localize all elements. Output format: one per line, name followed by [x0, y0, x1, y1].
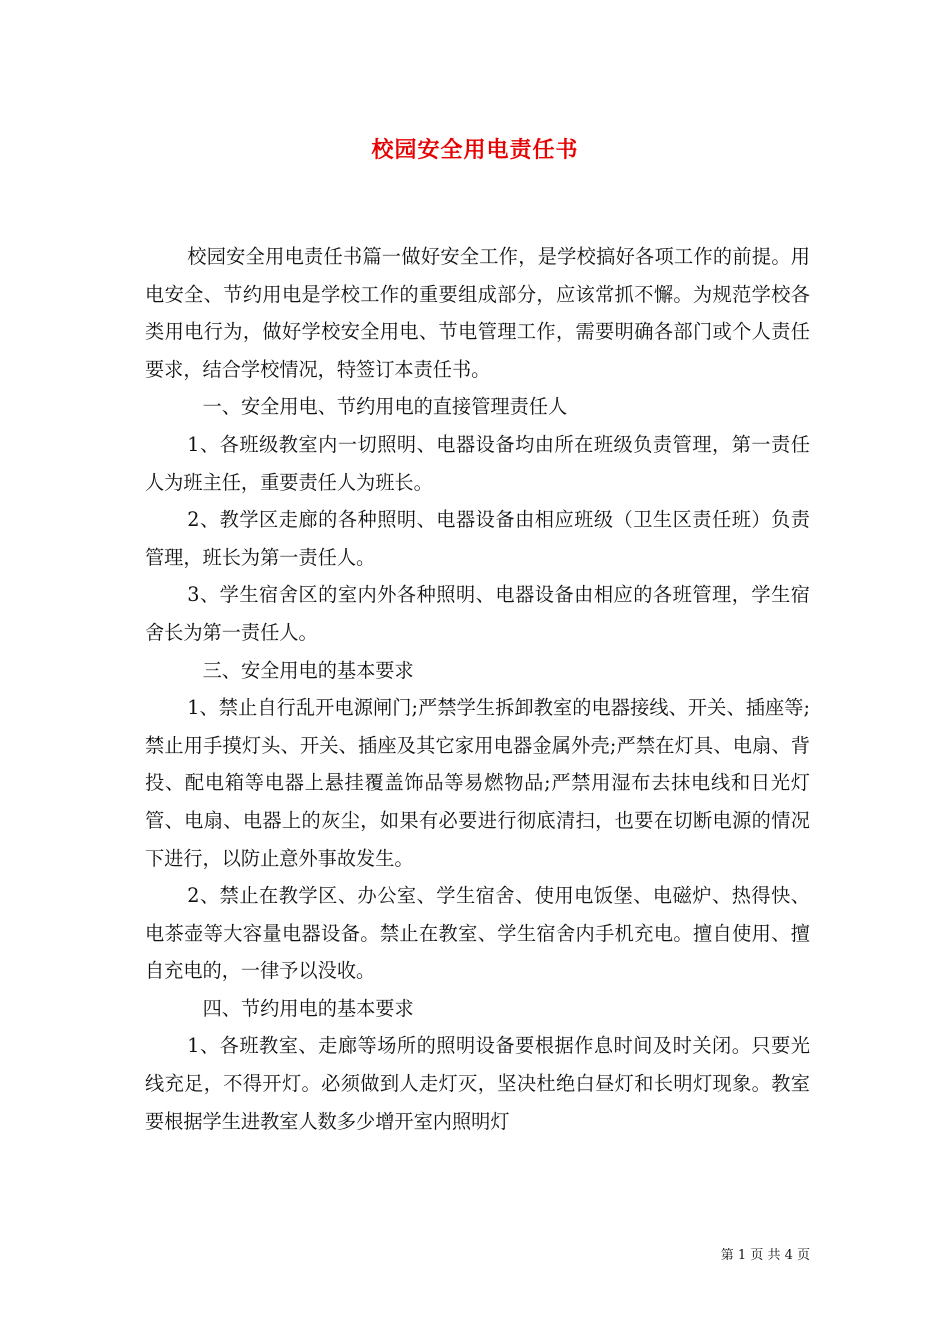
section-heading-safety-requirements: 三、安全用电的基本要求 [202, 658, 414, 682]
section-heading-responsible-persons: 一、安全用电、节约用电的直接管理责任人 [202, 395, 568, 419]
clause-classroom: 1、各班级教室内一切照明、电器设备均由所在班级负责管理，第一责任人为班主任，重要责任人为班长。 [145, 432, 810, 494]
document-body [145, 238, 810, 1140]
clause-safety-prohibitions: 1、禁止自行乱开电源闸门;严禁学生拆卸教室的电器接线、开关、插座等;禁止用手摸灯头、开关、插座及其它家用电器金属外壳;严禁在灯具、电扇、背投、配电箱等电器上悬挂覆盖饰品等易燃物品;严禁用湿布去抹电线和日光灯管、电扇、电器上的灰尘，如果有必要进行彻底清扫，也要在切断电源的情况下进行，以防止意外事故发生。 [145, 696, 810, 870]
clause-dormitory: 3、学生宿舍区的室内外各种照明、电器设备由相应的各班管理，学生宿舍长为第一责任人。 [145, 583, 810, 644]
page-number: 第 1 页 共 4 页 [720, 1248, 810, 1263]
clause-lighting: 1、各班教室、走廊等场所的照明设备要根据作息时间及时关闭。只要光线充足，不得开灯。必须做到人走灯灭，坚决杜绝白昼灯和长明灯现象。教室要根据学生进教室人数多少增开室内照明灯 [145, 1034, 810, 1133]
intro-paragraph: 校园安全用电责任书篇一做好安全工作，是学校搞好各项工作的前提。用电安全、节约用电是学校工作的重要组成部分，应该常抓不懈。为规范学校各类用电行为，做好学校安全用电、节电管理工作，需要明确各部门或个人责任要求，结合学校情况，特签订本责任书。 [145, 245, 810, 381]
clause-high-power-appliances: 2、禁止在教学区、办公室、学生宿舍、使用电饭堡、电磁炉、热得快、电茶壶等大容量电器设备。禁止在教室、学生宿舍内手机充电。擅自使用、擅自充电的，一律予以没收。 [145, 884, 810, 983]
section-heading-energy-saving: 四、节约用电的基本要求 [202, 996, 414, 1020]
clause-corridor: 2、教学区走廊的各种照明、电器设备由相应班级（卫生区责任班）负责管理，班长为第一责任人。 [145, 508, 810, 569]
document-title: 校园安全用电责任书 [371, 137, 579, 163]
